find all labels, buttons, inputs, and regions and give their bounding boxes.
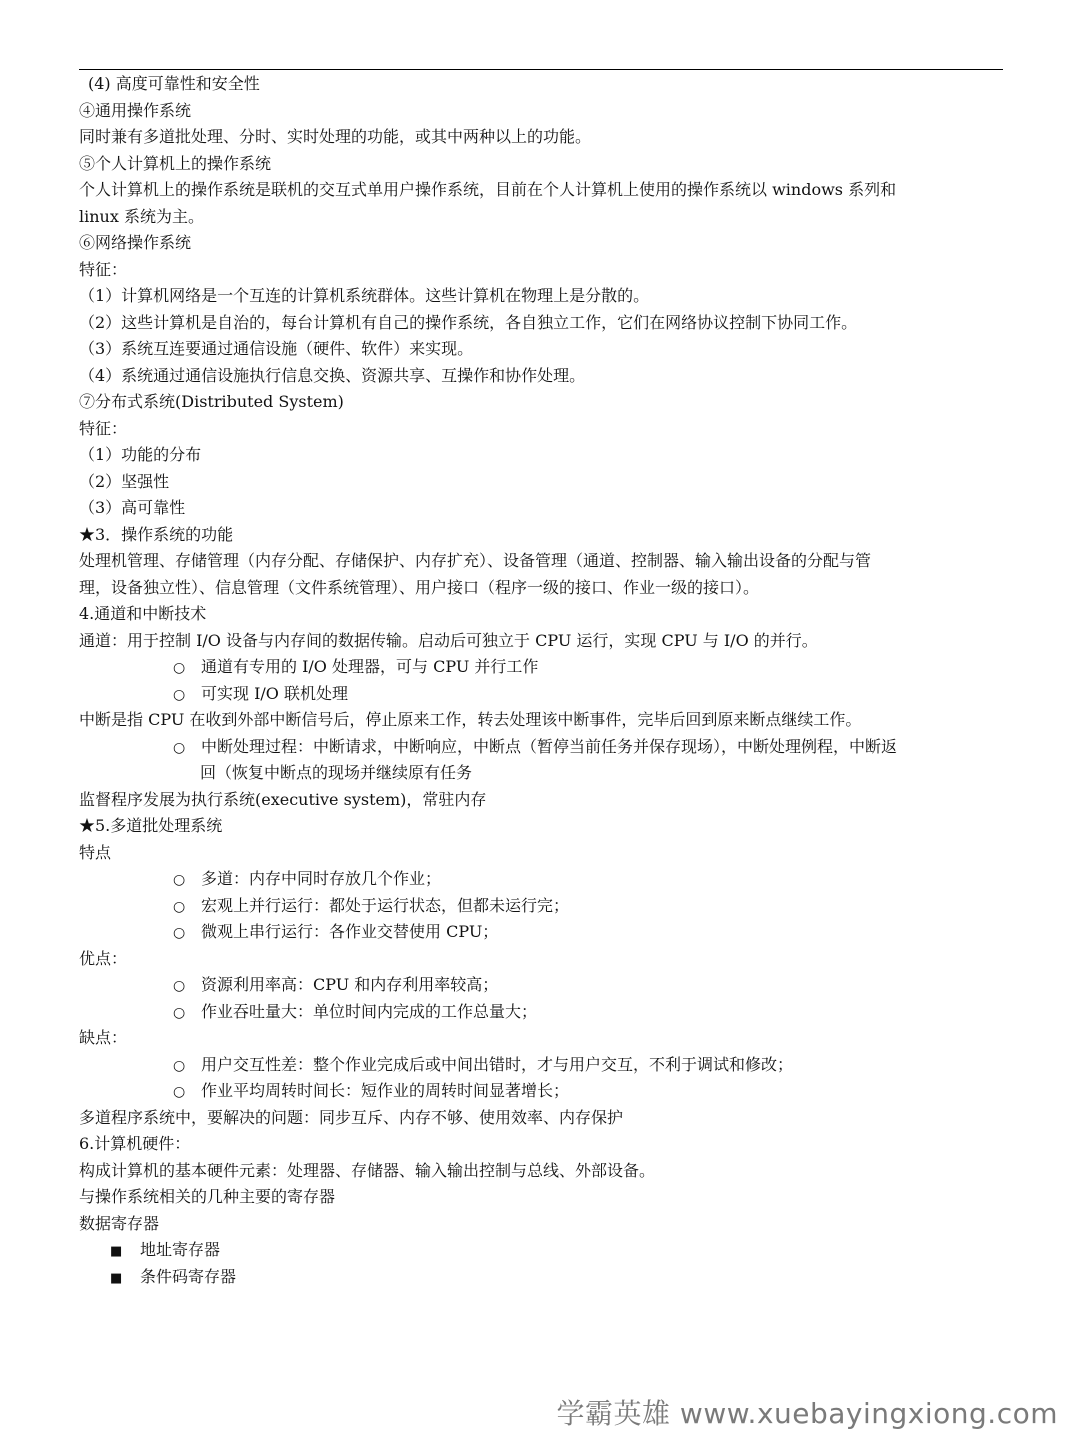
list-item [173, 1078, 1013, 1104]
list-item-text: 作业平均周转时间长：短作业的周转时间显著增长； [201, 1081, 570, 1100]
circle-bullet-icon: ○ [173, 1057, 186, 1074]
text-line: 缺点： [79, 1028, 128, 1047]
square-bullet-icon: ■ [110, 1244, 123, 1259]
circle-bullet-icon: ○ [173, 660, 186, 676]
text-line: (4) 高度可靠性和安全性 [88, 74, 260, 93]
list-item: （1）功能的分布 [79, 445, 202, 464]
list-item-text: 宏观上并行运行：都处于运行状态，但都未运行完； [201, 895, 570, 915]
section-heading: ★3．操作系统的功能 [79, 524, 234, 544]
text-line: 理，设备独立性）、信息管理（文件系统管理）、用户接口（程序一级的接口、作业一级的接口）。 [79, 577, 760, 597]
list-item-text: 作业吞吐量大：单位时间内完成的工作总量大； [201, 1001, 538, 1021]
square-bullet-icon: ■ [110, 1270, 123, 1286]
list-item [173, 866, 1013, 892]
section-heading: 6.计算机硬件： [79, 1134, 191, 1153]
circle-bullet-icon: ○ [173, 925, 186, 941]
circle-bullet-icon: ○ [173, 898, 186, 915]
text-line: 特征： [79, 418, 128, 438]
text-line: 中断是指 CPU 在收到外部中断信号后，停止原来工作，转去处理该中断事件，完毕后回到原来断点继续工作。 [79, 710, 862, 729]
list-item [173, 972, 1013, 998]
list-item-text: 多道：内存中同时存放几个作业； [201, 869, 442, 888]
section-heading: ⑦分布式系统(Distributed System) [79, 392, 344, 411]
text-line: 通道：用于控制 I/O 设备与内存间的数据传输。启动后可独立于 CPU 运行，实现 CPU 与 I/O 的并行。 [79, 630, 818, 650]
text-line: 数据寄存器 [79, 1213, 160, 1233]
list-item-text: 通道有专用的 I/O 处理器，可与 CPU 并行工作 [201, 657, 539, 676]
list-item [110, 1237, 1030, 1263]
list-item: （3）系统互连要通过通信设施（硬件、软件）来实现。 [79, 339, 474, 358]
text-line: 特征： [79, 259, 128, 279]
text-line: 构成计算机的基本硬件元素：处理器、存储器、输入输出控制与总线、外部设备。 [79, 1160, 656, 1180]
list-item: （1）计算机网络是一个互连的计算机系统群体。这些计算机在物理上是分散的。 [79, 286, 650, 305]
list-item: （2）这些计算机是自治的，每台计算机有自己的操作系统，各自独立工作，它们在网络协议控制下协同工作。 [79, 312, 858, 332]
list-item-text: 可实现 I/O 联机处理 [201, 683, 349, 703]
list-item [110, 1264, 1030, 1290]
section-heading: ⑥网络操作系统 [79, 233, 192, 252]
section-heading: ★5.多道批处理系统 [79, 816, 223, 835]
list-item [173, 654, 1013, 680]
text-line: 个人计算机上的操作系统是联机的交互式单用户操作系统，目前在个人计算机上使用的操作系统以 windows 系列和 [79, 180, 897, 199]
list-item-continuation: 回（恢复中断点的现场并继续原有任务 [200, 763, 473, 782]
list-item [173, 893, 1013, 919]
list-item [173, 681, 1013, 707]
circle-bullet-icon: ○ [173, 686, 186, 703]
circle-bullet-icon: ○ [173, 978, 186, 994]
circle-bullet-icon: ○ [173, 1084, 186, 1100]
circle-bullet-icon: ○ [173, 1004, 186, 1021]
text-line: 监督程序发展为执行系统(executive system)，常驻内存 [79, 789, 487, 809]
text-line: 特点 [79, 842, 112, 862]
list-item: （3）高可靠性 [79, 498, 186, 517]
list-item-text: 条件码寄存器 [140, 1266, 237, 1286]
list-item-text: 地址寄存器 [140, 1240, 221, 1259]
text-line: 与操作系统相关的几种主要的寄存器 [79, 1187, 336, 1206]
list-item-text: 用户交互性差：整个作业完成后或中间出错时，才与用户交互，不利于调试和修改； [201, 1054, 794, 1074]
text-line: 多道程序系统中，要解决的问题：同步互斥、内存不够、使用效率、内存保护 [79, 1107, 624, 1127]
list-item [173, 999, 1013, 1025]
list-item-text: 微观上串行运行：各作业交替使用 CPU； [201, 922, 499, 941]
list-item [173, 734, 1013, 760]
text-line: linux 系统为主。 [79, 206, 204, 226]
section-heading: ④通用操作系统 [79, 100, 192, 120]
watermark: 学霸英雄 www.xuebayingxiong.com [556, 1397, 1058, 1430]
circle-bullet-icon: ○ [173, 872, 186, 888]
circle-bullet-icon: ○ [173, 739, 186, 756]
list-item [173, 1052, 1013, 1078]
header-rule [79, 69, 1003, 70]
section-heading: 4.通道和中断技术 [79, 604, 207, 623]
list-item-text: 中断处理过程：中断请求，中断响应，中断点（暂停当前任务并保存现场），中断处理例程，中断返 [201, 736, 898, 756]
list-item-text: 资源利用率高：CPU 和内存利用率较高； [201, 975, 499, 994]
list-item: （4）系统通过通信设施执行信息交换、资源共享、互操作和协作处理。 [79, 365, 586, 385]
text-line: 优点： [79, 948, 128, 968]
text-line: 同时兼有多道批处理、分时、实时处理的功能，或其中两种以上的功能。 [79, 127, 592, 146]
list-item: （2）坚强性 [79, 471, 170, 491]
section-heading: ⑤个人计算机上的操作系统 [79, 153, 272, 173]
list-item [173, 919, 1013, 945]
text-line: 处理机管理、存储管理（内存分配、存储保护、内存扩充）、设备管理（通道、控制器、输入输出设备的分配与管 [79, 551, 872, 570]
